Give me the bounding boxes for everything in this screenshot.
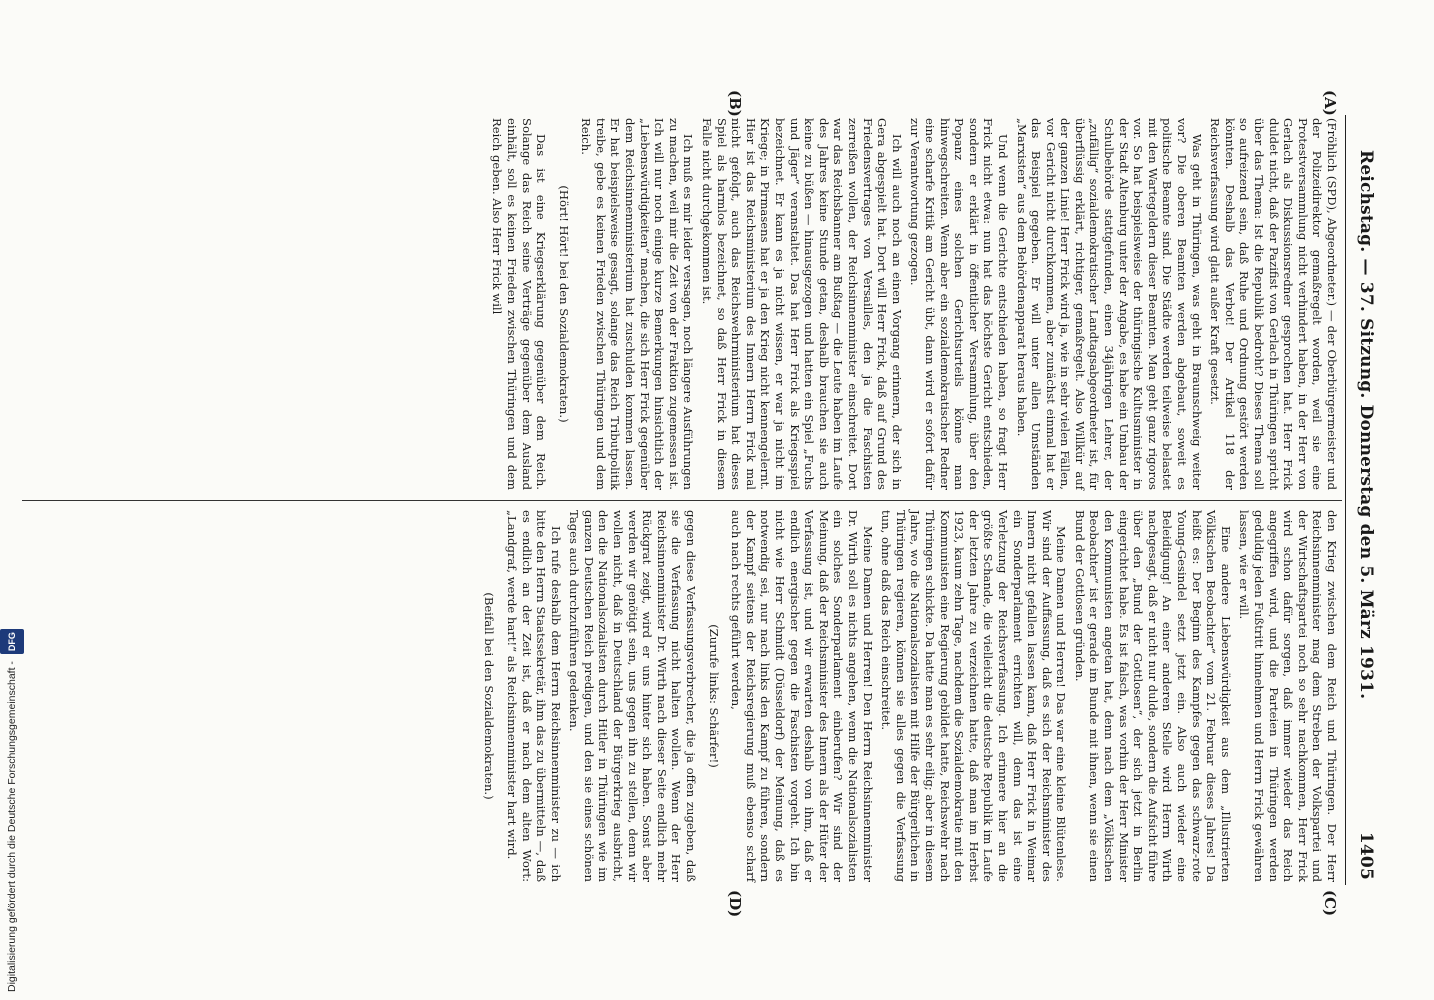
credit-text: Digitalisierung gefördert durch die Deutsche Forschungsgemeinschaft - <box>6 661 18 992</box>
paragraph: Das ist eine Kriegserklärung gegenüber dem Reich. Solange das Reich seine Verträge gegenüber dem Ausland einhält, soll es keinen Frieden zwischen Thüringen und dem Reich geben. Also Herr Frick will <box>490 118 549 490</box>
paragraph: Ich muß es mir leider versagen, noch längere Ausführungen zu machen, weil mir die Zeit von der Fraktion zugemessen ist. Ich will nur noch einige kurze Bemerkungen hinsichtlich der „Liebenswürdigkeiten“ machen, die sich Herr Frick gegenüber dem Reichsinnenministerium hat zuschulden kommen lassen. Er hat beispielsweise gesagt, solange das Reich Tributpolitik treibe, gebe es keinen Frieden zwischen Thüringen und dem Reich. <box>579 118 696 490</box>
header-rule <box>1345 115 1346 885</box>
page-number: 1405 <box>1356 831 1376 880</box>
paragraph: Meine Damen und Herren! Das war eine kleine Blütenlese. Wir sind der Auffassung, daß es sich der Reichsminister des Innern nicht gefallen lassen kann, daß Herr Frick in Weimar ein Sonderparlament errichten will, denn das ist eine Verletzung der Reichsverfassung. Ich erinnere hier an die größte Schande, die vielleicht die deutsche Republik im Laufe der letzten Jahre zu verzeichnen hatte, daß man im Herbst 1923, kaum zehn Tage, nachdem die Sozialdemokratie mit den Kommunisten eine Regierung gebildet hatte, Reichswehr nach Thüringen schickte. Da hatte man es sehr eilig; aber in diesem Jahre, wo die Nationalsozialisten mit Hilfe der Bürgerlichen in Thüringen regieren, können sie alles gegen die Verfassung tun, ohne daß das Reich einschreitet. <box>879 510 1069 882</box>
page-title: Reichstag. — 37. Sitzung. Donnerstag den 5. März 1931. <box>1356 150 1376 700</box>
paragraph: Und wenn die Gerichte entschieden haben, so fragt Herr Frick nicht etwa: nun hat das höchste Gericht entschieden, sondern er erklärt in öffentlicher Versammlung, über den Popanz eines solchen Gerichtsurteils könne man hinwegschreiten. Wenn aber ein sozialdemokratischer Redner eine scharfe Kritik am Gericht übt, dann wird er sofort dafür zur Verantwortung gezogen. <box>908 118 1010 490</box>
margin-letter-d: (D) <box>726 890 744 918</box>
paragraph: Eine andere Liebenswürdigkeit aus dem „Illustrierten Völkischen Beobachter“ vom 21. Februar dieses Jahres! Da heißt es: Der Beginn des Kampfes gegen das schwarz-rote Young-Gesindel setzt jetzt ein. Also auch wieder eine Beleidigung! An einer anderen Stelle wird Herrn Wirth nachgesagt, daß er nicht nur dulde, sondern die Aufsicht führe über den „Bund der Gottlosen“, der sich jetzt in Berlin eingerichtet habe. Es ist falsch, was vorhin der Herr Minister den Kommunisten angetan hat, denn nach dem „Völkischen Beobachter“ ist er gerade im Bunde mit ihnen, wenn sie einen Bund der Gottlosen gründen. <box>1072 510 1233 882</box>
paragraph: Was geht in Thüringen, was geht in Braunschweig weiter vor? Die oberen Beamten werden abgebaut, soweit es politische Beamte sind. Die Städte werden teilweise belastet mit den Wartegeldern dieser Beamten. Man geht ganz rigoros vor. So hat beispielsweise der thüringische Kultusminister in der Stadt Altenburg unter der Angabe, es habe ein Umbau der Schulbehörde stattgefunden, einen 34jährigen Lehrer, der „zufällig“ sozialdemokratischer Landtagsabgeordneter ist, für überflüssig erklärt, richtiger, gemaßregelt. Also Willkür auf der ganzen Linie! Herr Frick wird ja, wie in sehr vielen Fällen, vor Gericht nicht durchkommen, aber zunächst einmal hat er das Beispiel gegeben. Er will unter allen Umständen „Marxisten“ aus dem Behördenapparat heraus haben. <box>1014 118 1204 490</box>
interjection: (Beifall bei den Sozialdemokraten.) <box>482 592 497 800</box>
right-column <box>474 510 1339 882</box>
margin-letter-c: (C) <box>1321 890 1339 917</box>
interjection: (Hört! Hört! bei den Sozialdemokraten.) <box>556 185 571 423</box>
paragraph: gegen diese Verfassungsverbrecher, die ja offen zugeben, daß sie die Verfassung nicht halten wollen. Wenn der Herr Reichsinnenminister Dr. Wirth nach dieser Seite endlich mehr Rückgrat zeigt, wird er uns hinter sich haben. Sonst aber werden wir genötigt sein, uns gegen ihn zu stellen, denn wir wollen nicht, daß in Deutschland der Bürgerkrieg ausbricht, den die Nationalsozialisten durch Hitler in Thüringen wie im ganzen Deutschen Reich predigen, und den sie eines schönen Tages auch durchzuführen gedenken. <box>567 510 699 882</box>
digitization-credit-strip <box>0 0 22 1000</box>
margin-letter-b: (B) <box>726 90 744 117</box>
digitization-credit <box>0 0 22 1000</box>
interjection: (Zurufe links: Schärfer!) <box>706 624 721 768</box>
paragraph: Ich will auch noch an einen Vorgang erinnern, der sich in Gera abgespielt hat. Dort will Herr Frick, daß auf Grund des Friedensvertrages von Versailles, den ja die Faschisten zerreißen wollen, der Reichsinnenminister einschreitet. Dort war das Reichsbanner am Bußtag — die Leute haben im Laufe des Jahres keine Stunde getan, deshalb brauchen sie auch keine zu büßen — hinausgezogen und hatten ein Spiel „Fuchs und Jäger“ veranstaltet. Das hat Herr Frick als Kriegsspiel bezeichnet. Er kann es ja nicht wissen, er war ja nicht im Kriege; in Pirmasens hat er ja den Krieg nicht kennengelernt. Hier ist das Reichsministerium des Innern Herrn Frick mal nicht gefolgt, auch das Reichswehrministerium hat dieses Spiel als harmlos bezeichnet, so daß Herr Frick in diesem Falle nicht durchgekommen ist. <box>700 118 904 490</box>
paragraph: Ich rufe deshalb dem Herrn Reichsinnenminister zu — ich bitte den Herrn Staatssekretär, ihm das zu übermitteln —, daß es endlich an der Zeit ist, daß er nach dem alten Wort: „Landgraf, werde hart!“ als Reichsinnenminister hart wird. <box>504 510 563 882</box>
dfg-logo: DFG <box>0 629 24 654</box>
margin-letter-a: (A) <box>1321 90 1339 116</box>
paragraph: den Krieg zwischen dem Reich und Thüringen. Der Herr Reichsinnenminister mag dem Streben der Volkspartei und der Wirtschaftspartei noch so sehr nachkommen, Herr Frick wird schon dafür sorgen, daß immer wieder das Reich angegriffen wird, und die Parteien in Thüringen werden geduldig jeden Fußtritt hinnehmen und Herrn Frick gewähren lassen, wie er will. <box>1237 510 1339 882</box>
paragraph: Meine Damen und Herren! Den Herrn Reichsinnenminister Dr. Wirth soll es nichts angehen, wenn die Nationalsozialisten ein solches Sonderparlament einberufen? Wir sind der Meinung, daß der Reichsminister des Innern als der Hüter der Verfassung ist, und wir erwarten deshalb von ihm, daß er endlich energischer gegen die Faschisten vorgeht. Ich bin nicht wie Herr Schmidt (Düsseldorf) der Meinung, daß es notwendig sei, nur nach links den Kampf zu führen, sondern der Kampf seitens der Reichsregierung muß ebenso scharf auch nach rechts geführt werden, <box>729 510 875 882</box>
column-divider <box>22 500 1342 501</box>
left-column <box>486 118 1339 490</box>
paragraph: (Fröhlich (SPD), Abgeordneter.) — der Oberbürgermeister und der Polizeidirektor gemaßregelt worden, weil sie eine Protestversammlung nicht verhindert haben, in der Herr von Gerlach als Diskussionsredner gesprochen hat. Herr Frick duldet nicht, daß der Pazifist von Gerlach in Thüringen spricht über das Thema: Ist die Republik bedroht? Dieses Thema soll so aufreizend sein, daß Ruhe und Ordnung gestört werden könnten. Deshalb das Verbot! Der Artikel 118 der Reichsverfassung wird glatt außer Kraft gesetzt. <box>1208 118 1339 490</box>
page-header <box>1352 150 1376 880</box>
